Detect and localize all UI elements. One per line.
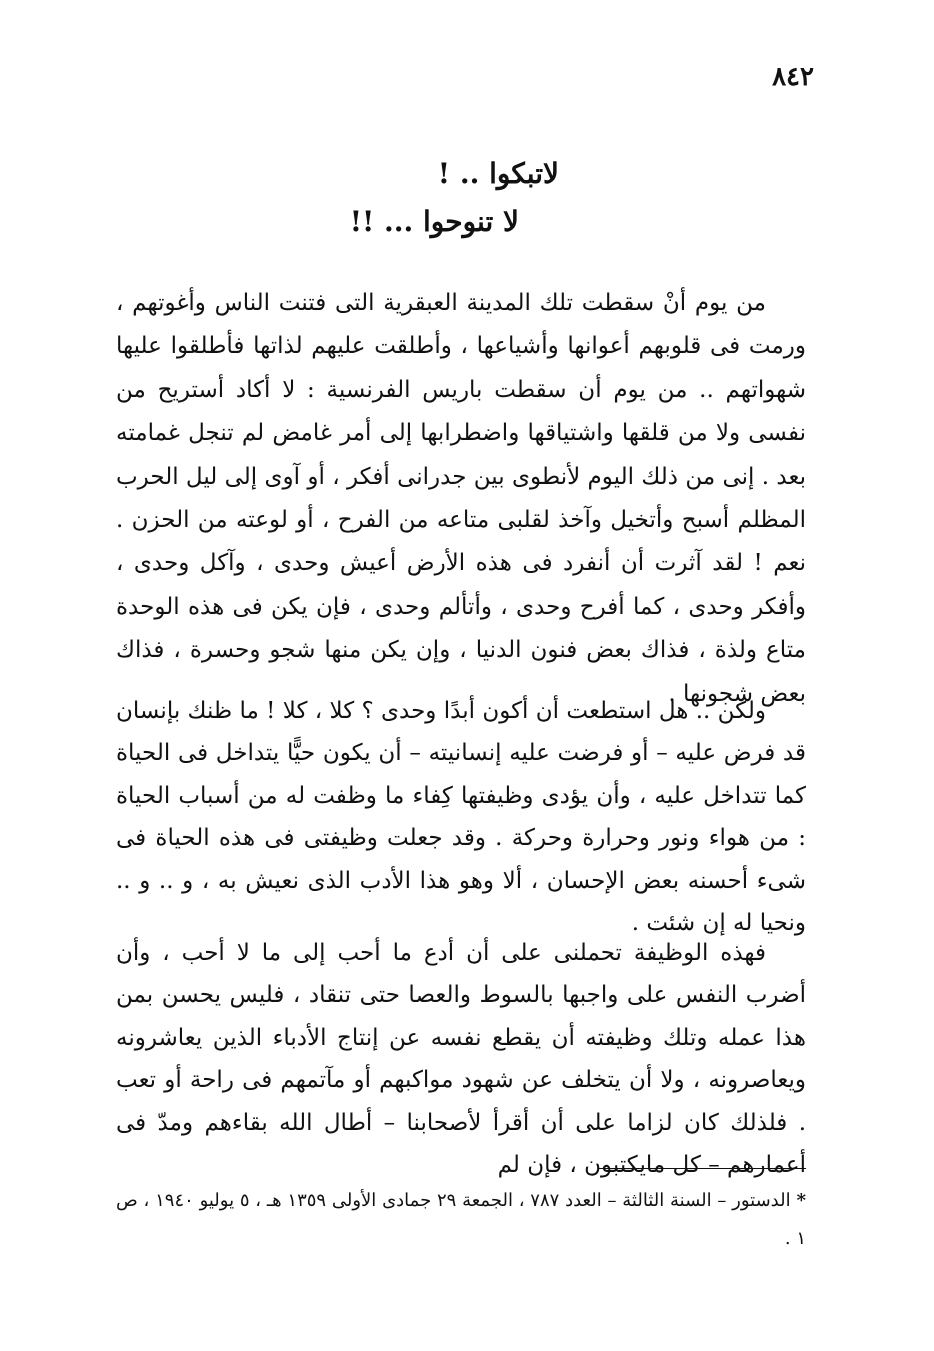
footnote-text: الدستور – السنة الثالثة – العدد ٧٨٧ ، الجمعة ٢٩ جمادى الأولى ١٣٥٩ هـ ، ٥ يوليو ١٩٤٠ ، ص ١ . (116, 1190, 806, 1249)
article-title (350, 150, 559, 246)
footnote-mark: * (796, 1190, 807, 1211)
page-number: ٨٤٢ (772, 62, 814, 92)
title-line-1: لاتبكوا .. ! (437, 157, 559, 190)
paragraph-1 (116, 282, 806, 716)
paragraph-2-text: ولكن .. هل استطعت أن أكون أبدًا وحدى ؟ كلا ، كلا ! ما ظنك بإنسان قد فرض عليه – أو فرضت عليه إنسانيته – أن يكون حيًّا يتداخل فى الحياة كما تتداخل عليه ، وأن يؤدى وظيفتها كِفاء ما وظفت له من أسباب الحياة : من هواء ونور وحرارة وحركة . وقد جعلت وظيفتى فى هذه الحياة فى شىء أحسنه بعض الإحسان ، ألا وهو هذا الأدب الذى نعيش به ، و .. و .. ونحيا له إن شئت . (116, 698, 806, 937)
title-line-2: لا تنوحوا ... !! (349, 205, 519, 238)
footnote-divider (598, 1168, 806, 1169)
paragraph-2 (116, 690, 806, 944)
paragraph-1-text: من يوم أنْ سقطت تلك المدينة العبقرية التى فتنت الناس وأغوتهم ، ورمت فى قلوبهم أعوانها وأشياعها ، وأطلقت عليهم لذاتها فأطلقوا عليها شهواتهم .. من يوم أن سقطت باريس الفرنسية : لا أكاد أستريح من نفسى ولا من قلقها واشتياقها واضطرابها إلى أمر غامض لم تنجل غمامته بعد . إنى من ذلك اليوم لأنطوى بين جدرانى أفكر ، أو آوى إلى ليل الحرب المظلم أسبح وأتخيل وآخذ لقلبى متاعه من الفرح ، أو لوعته من الحزن . نعم ! لقد آثرت أن أنفرد فى هذه الأرض أعيش وحدى ، وآكل وحدى ، وأفكر وحدى ، كما أفرح وحدى ، وأتألم وحدى ، فإن يكن فى هذه الوحدة متاع ولذة ، فذاك بعض فنون الدنيا ، وإن يكن منها شجو وحسرة ، فذاك بعض شجونها . (116, 290, 806, 707)
paragraph-3 (116, 932, 806, 1186)
paragraph-3-text: فهذه الوظيفة تحملنى على أن أدع ما أحب إلى ما لا أحب ، وأن أضرب النفس على واجبها بالسوط والعصا حتى تنقاد ، فليس يحسن بمن هذا عمله وتلك وظيفته أن يقطع نفسه عن إنتاج الأدباء الذين يعاشرونه ويعاصرونه ، ولا أن يتخلف عن شهود مواكبهم أو مآتمهم فى راحة أو تعب . فلذلك كان لزاما على أن أقرأ لأصحابنا – أطال الله بقاءهم ومدّ فى أعمارهم – كل مايكتبون ، فإن لم (116, 940, 806, 1179)
footnote (116, 1182, 806, 1258)
